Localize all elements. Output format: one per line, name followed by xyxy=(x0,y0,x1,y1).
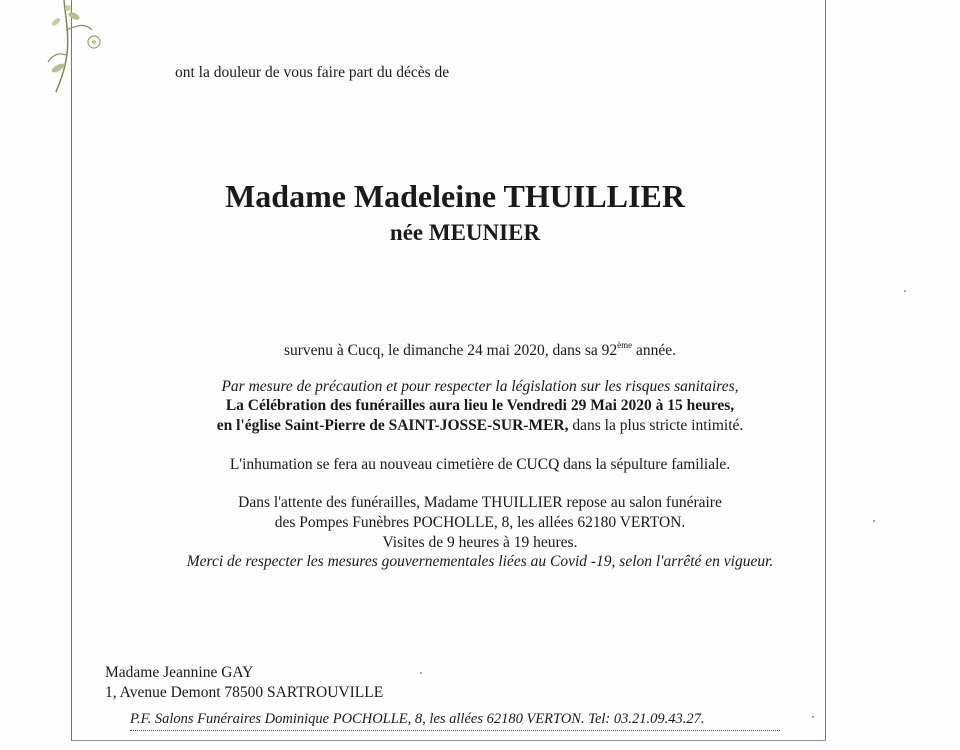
church-line xyxy=(0,417,960,435)
card-frame xyxy=(71,0,826,741)
family-name: Madame Jeannine GAY xyxy=(105,664,254,681)
scan-speck xyxy=(904,290,906,292)
scan-speck xyxy=(873,520,875,522)
intro-text: ont la douleur de vous faire part du décès de xyxy=(175,64,450,81)
maiden-name: née MEUNIER xyxy=(389,220,541,245)
burial-text: L'inhumation se fera au nouveau cimetière de CUCQ dans la sépulture familiale. xyxy=(229,456,731,473)
death-line xyxy=(0,340,960,360)
flower-sprig-icon xyxy=(44,0,104,95)
death-text: survenu à Cucq, le dimanche 24 mai 2020, dans sa 92 xyxy=(283,342,618,359)
deceased-name: Madame Madeleine THUILLIER xyxy=(225,178,685,214)
visitation-hours: Visites de 9 heures à 19 heures. xyxy=(382,534,578,551)
precaution-text: Par mesure de précaution et pour respecter la législation sur les risques sanitaires, xyxy=(221,378,739,395)
death-text-end: année. xyxy=(632,342,677,359)
covid-notice: Merci de respecter les mesures gouvernementales liées au Covid -19, selon l'arrêté en vigueur. xyxy=(186,553,774,570)
visitation-line-2: des Pompes Funèbres POCHOLLE, 8, les allées 62180 VERTON. xyxy=(274,514,686,531)
family-address: 1, Avenue Demont 78500 SARTROUVILLE xyxy=(105,684,384,701)
church-rest: dans la plus stricte intimité. xyxy=(568,417,744,434)
celebration-text: La Célébration des funérailles aura lieu le Vendredi 29 Mai 2020 à 15 heures, xyxy=(225,397,735,414)
ordinal-suffix: ème xyxy=(617,340,633,350)
scan-speck xyxy=(812,716,814,718)
funeral-home-footer: P.F. Salons Funéraires Dominique POCHOLLE, 8, les allées 62180 VERTON. Tel: 03.21.09.43.27. xyxy=(130,711,780,731)
visitation-line-1: Dans l'attente des funérailles, Madame THUILLIER repose au salon funéraire xyxy=(238,494,722,511)
church-name: en l'église Saint-Pierre de SAINT-JOSSE-SUR-MER, xyxy=(216,417,569,434)
scan-speck xyxy=(420,672,422,674)
